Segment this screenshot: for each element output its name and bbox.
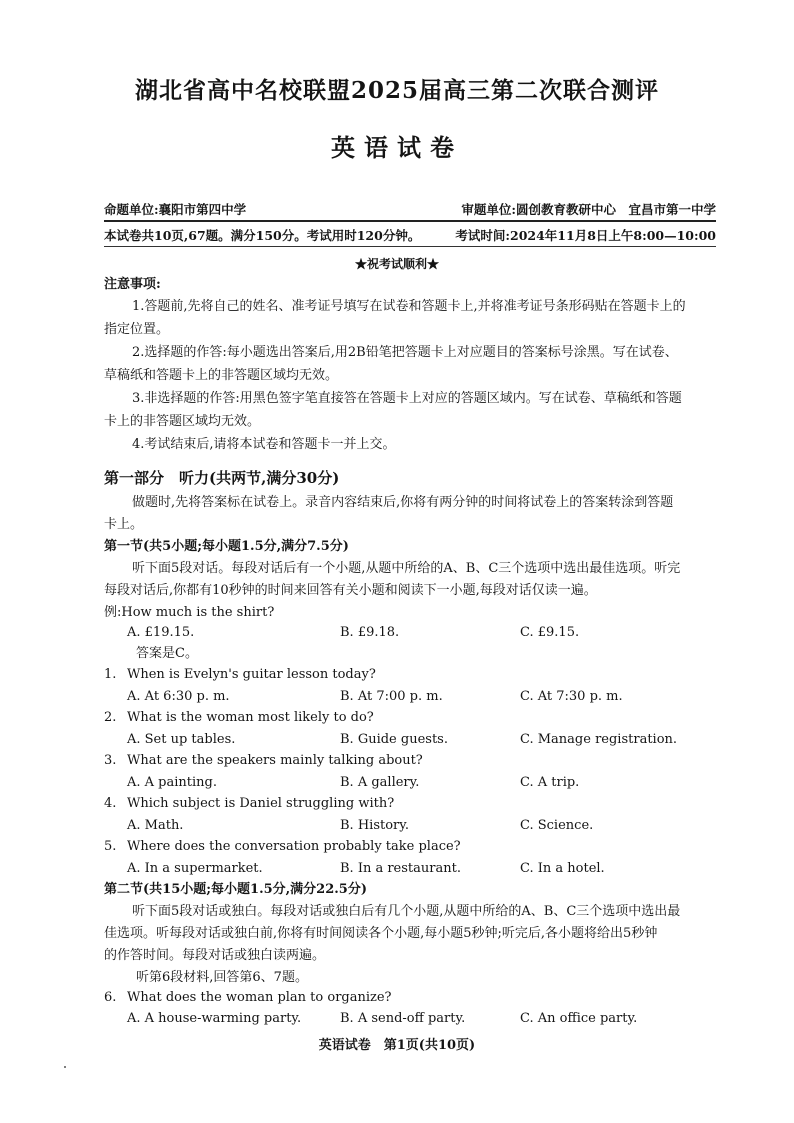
option-c: C. In a hotel.: [520, 861, 605, 876]
example-option-a: A. £19.15.: [127, 625, 195, 640]
option-c: C. Science.: [520, 818, 594, 833]
option-b: B. In a restaurant.: [340, 861, 461, 876]
option-b: B. At 7:00 p. m.: [340, 689, 443, 704]
section2-intro: 佳选项。听每段对话或独白前,你将有时间阅读各个小题,每小题5秒钟;听完后,各小题将给出5秒钟: [104, 926, 658, 941]
section2-intro: 听下面5段对话或独白。每段对话或独白后有几个小题,从题中所给的A、B、C三个选项中选出最: [132, 904, 681, 919]
notes-line: 指定位置。: [104, 322, 170, 337]
question-number: 5.: [104, 839, 117, 854]
option-c: C. A trip.: [520, 775, 580, 790]
option-b: B. A send-off party.: [340, 1011, 466, 1026]
option-a: A. In a supermarket.: [127, 861, 263, 876]
question-number: 3.: [104, 753, 117, 768]
header-rule-bottom: [104, 246, 716, 247]
question-text: What are the speakers mainly talking about?: [127, 753, 423, 768]
notes-line: 草稿纸和答题卡上的非答题区域均无效。: [104, 368, 339, 383]
good-luck-note: ★祝考试顺利★: [354, 257, 439, 271]
question-number: 1.: [104, 667, 117, 682]
exam-info: 本试卷共10页,67题。满分150分。考试用时120分钟。: [104, 228, 421, 243]
question-number: 2.: [104, 710, 117, 725]
notes-line: 3.非选择题的作答:用黑色签字笔直接答在答题卡上对应的答题区域内。写在试卷、草稿纸和答题: [132, 391, 682, 406]
notes-line: 卡上的非答题区域均无效。: [104, 414, 261, 429]
question-text: What is the woman most likely to do?: [127, 710, 374, 725]
section1-intro: 听下面5段对话。每段对话后有一个小题,从题中所给的A、B、C三个选项中选出最佳选项。听完: [132, 561, 681, 576]
option-a: A. A painting.: [127, 775, 217, 790]
page-footer: 英语试卷 第1页(共10页): [318, 1038, 476, 1053]
exam-info-row: [104, 226, 716, 244]
review-unit: 审题单位:圆创教育教研中心 宜昌市第一中学: [461, 202, 716, 217]
section2-title: 第二节(共15小题;每小题1.5分,满分22.5分): [104, 882, 367, 897]
question-text: What does the woman plan to organize?: [127, 990, 392, 1005]
exam-subtitle: 英语试卷: [331, 133, 463, 162]
material-note: 听第6段材料,回答第6、7题。: [136, 970, 308, 985]
question-text: Which subject is Daniel struggling with?: [127, 796, 395, 811]
option-c: C. At 7:30 p. m.: [520, 689, 623, 704]
question-text: Where does the conversation probably take place?: [127, 839, 461, 854]
option-c: C. Manage registration.: [520, 732, 678, 747]
part1-intro: 做题时,先将答案标在试卷上。录音内容结束后,你将有两分钟的时间将试卷上的答案转涂到答题: [132, 495, 674, 510]
section2-intro: 的作答时间。每段对话或独白读两遍。: [104, 948, 326, 963]
exam-title: 湖北省高中名校联盟2025届高三第二次联合测评: [134, 77, 659, 104]
exam-time: 考试时间:2024年11月8日上午8:00—10:00: [455, 228, 716, 243]
notes-heading: 注意事项:: [104, 277, 161, 292]
option-b: B. History.: [340, 818, 409, 833]
notes-line: 4.考试结束后,请将本试卷和答题卡一并上交。: [132, 437, 396, 452]
option-a: A. At 6:30 p. m.: [127, 689, 230, 704]
notes-line: 2.选择题的作答:每小题选出答案后,用2B铅笔把答题卡上对应题目的答案标号涂黑。写在试卷、: [132, 345, 678, 360]
question-number: 6.: [104, 990, 117, 1005]
option-c: C. An office party.: [520, 1011, 638, 1026]
section1-intro: 每段对话后,你都有10秒钟的时间来回答有关小题和阅读下一小题,每段对话仅读一遍。: [104, 583, 597, 598]
notes-line: 1.答题前,先将自己的姓名、准考证号填写在试卷和答题卡上,并将准考证号条形码贴在答题卡上的: [132, 299, 686, 314]
example-option-c: C. £9.15.: [520, 625, 580, 640]
example-option-b: B. £9.18.: [340, 625, 400, 640]
option-a: A. Set up tables.: [127, 732, 236, 747]
question-number: 4.: [104, 796, 117, 811]
section1-title: 第一节(共5小题;每小题1.5分,满分7.5分): [104, 539, 349, 554]
example-question: 例:How much is the shirt?: [104, 605, 275, 620]
scan-speck: [64, 1066, 66, 1068]
unit-row: [104, 200, 716, 218]
option-a: A. Math.: [127, 818, 184, 833]
option-a: A. A house-warming party.: [127, 1011, 302, 1026]
author-unit: 命题单位:襄阳市第四中学: [104, 202, 247, 217]
part1-intro: 卡上。: [104, 517, 144, 532]
part1-title: 第一部分 听力(共两节,满分30分): [104, 469, 340, 487]
example-answer: 答案是C。: [136, 646, 198, 661]
question-text: When is Evelyn's guitar lesson today?: [127, 667, 376, 682]
option-b: B. A gallery.: [340, 775, 420, 790]
option-b: B. Guide guests.: [340, 732, 448, 747]
header-rule-top: [104, 220, 716, 222]
